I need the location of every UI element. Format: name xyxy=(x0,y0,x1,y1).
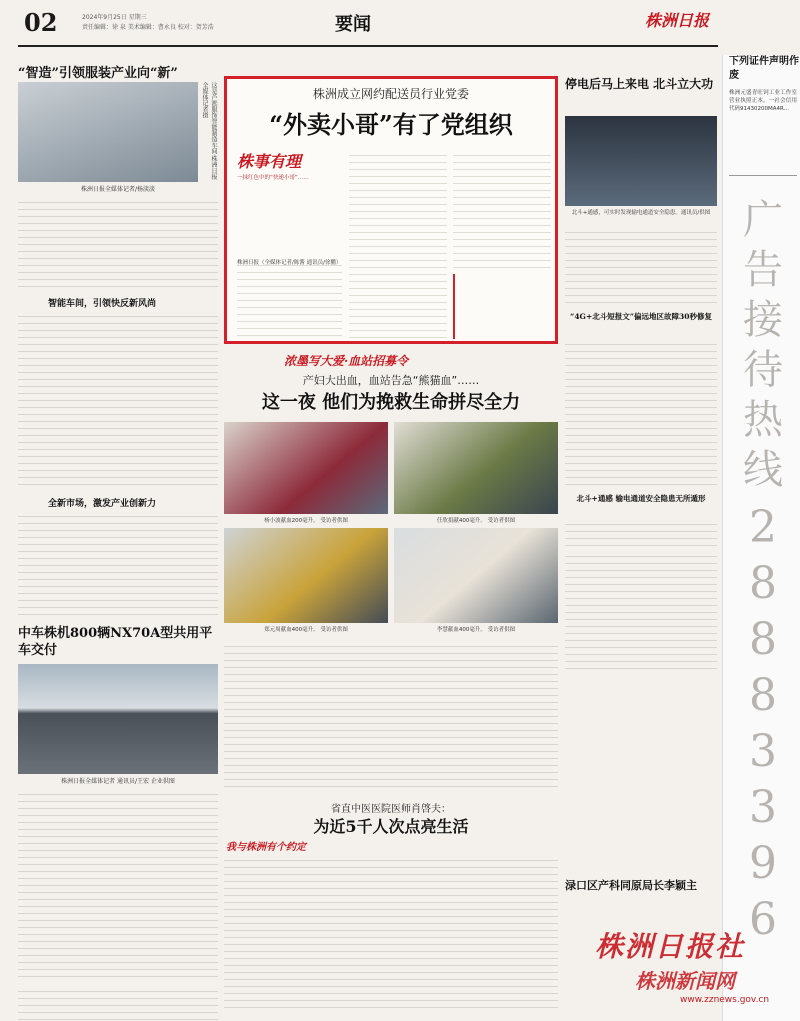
left-headline-1: “智造”引领服装产业向“新” xyxy=(18,66,178,81)
brand-subtitle: 株洲新闻网 xyxy=(635,969,735,993)
left-body-2 xyxy=(18,310,218,490)
right-bottom-headline: 渌口区产科同原局长李颖主 xyxy=(565,879,697,892)
hospital-kicker: 省直中医医院医师肖啓夫： xyxy=(331,804,451,815)
left-subhead-2: 全新市场，激发产业创新力 xyxy=(48,499,157,509)
train-photo xyxy=(18,664,218,774)
blood-subhead: 产妇大出血，血站告急“熊猫血”…… xyxy=(302,374,480,387)
blood-article xyxy=(224,350,558,640)
left-body-4 xyxy=(18,788,218,978)
hospital-body xyxy=(224,854,558,1014)
editors-line: 责任编辑：徐 泉 美术编辑：曹永良 校对：贺芳浩 xyxy=(82,24,214,31)
feature-byline: 株洲日报（全媒体记者/陈酱 通讯员/徐鹏） xyxy=(237,260,342,266)
left-bottom-body xyxy=(18,985,218,1021)
right-body-1 xyxy=(565,226,717,306)
sidebar xyxy=(722,55,800,1021)
donor-caption-1: 杨小波献血200毫升。 受访者供图 xyxy=(264,518,348,524)
notice-text: 株洲元盛青旺饲工业工作室营业执照正本。一社会信用代码91430200MA4R... xyxy=(729,90,797,112)
right-body-4 xyxy=(565,550,717,670)
blood-body xyxy=(224,640,558,790)
right-subhead-2: 北斗+通感 输电通道安全隐患无所遁形 xyxy=(576,494,706,503)
feature-kicker: 株洲成立网约配送员行业党委 xyxy=(312,87,469,101)
left-subhead-1: 智能车间，引领快反新风尚 xyxy=(48,299,157,309)
left-body-3 xyxy=(18,510,218,620)
ad-phone: 28883396 xyxy=(749,502,777,945)
brand-title: 株洲日报社 xyxy=(595,930,746,963)
sidebar-divider xyxy=(729,175,797,176)
photo-caption-1: 株洲日报全媒体记者/杨淡淡 xyxy=(80,186,156,193)
right-bottom-article xyxy=(565,878,717,918)
left-body-1 xyxy=(18,196,218,291)
donor-photo-4 xyxy=(394,528,558,623)
donor-caption-2: 任欣捐献400毫升。 受访者供图 xyxy=(436,518,516,524)
section-title: 要闻 xyxy=(335,14,371,35)
blood-headline: 这一夜 他们为挽救生命拼尽全力 xyxy=(261,392,521,413)
header-rule xyxy=(18,45,718,47)
hospital-article xyxy=(224,800,558,960)
donor-photo-2 xyxy=(394,422,558,514)
feature-side-comment xyxy=(453,274,551,339)
right-subhead-1: “4G+北斗短报文”偏远地区故障30秒修复 xyxy=(570,312,712,321)
right-photo-caption: 北斗+通感，可实时发现输电通道安全隐患。通讯员/供图 xyxy=(571,210,711,216)
brand-url: www.zznews.gov.cn xyxy=(680,995,770,1005)
left-column xyxy=(18,60,218,980)
right-body-3 xyxy=(565,518,717,546)
ad-text: 广告接待热线 xyxy=(743,197,783,493)
donor-photo-3 xyxy=(224,528,388,623)
photo-caption-2: 株洲日报全媒体记者 通讯员/王宏 企业供图 xyxy=(61,778,175,785)
factory-photo xyxy=(18,82,198,182)
page-header xyxy=(0,0,800,60)
left-headline-2: 中车株机800辆NX70A型共用平车交付 xyxy=(18,626,213,658)
right-headline: 停电后马上来电 北斗立大功 xyxy=(565,77,714,91)
feature-body-1 xyxy=(237,259,342,339)
donor-photo-1 xyxy=(224,422,388,514)
footer-brand xyxy=(595,925,800,1021)
feature-headline: “外卖小哥”有了党组织 xyxy=(269,110,513,139)
right-body-2 xyxy=(565,338,717,488)
notice-title: 下列证件声明作废 xyxy=(729,56,799,81)
blood-kicker: 浓墨写大爱·血站招募令 xyxy=(284,354,409,368)
page-number: 02 xyxy=(24,8,58,37)
date-line: 2024年9月25日 星期三 xyxy=(82,14,147,21)
hospital-headline: 为近5千人次点亮生活 xyxy=(313,817,469,836)
hospital-column: 我与株洲有个约定 xyxy=(226,842,306,853)
commentary-title: 一抹红色中的“快递小哥”…… xyxy=(237,175,309,181)
feature-body-2 xyxy=(349,149,447,339)
donor-caption-3: 郑元周献血400毫升。 受访者供图 xyxy=(264,627,348,633)
photo-sidenote: 这是芦淞服饰智能制造车间·株洲日报全媒体记者摄 xyxy=(201,82,217,180)
commentary-box xyxy=(237,174,342,254)
control-room-photo xyxy=(565,116,717,206)
column-logo: 株事有理 xyxy=(237,152,302,171)
feature-body-3 xyxy=(453,149,551,269)
right-top-article xyxy=(565,76,717,546)
paper-logo: 株洲日报 xyxy=(645,11,710,30)
donor-caption-4: 李慧献血400毫升。 受访者供图 xyxy=(436,627,516,633)
feature-box xyxy=(224,76,558,344)
